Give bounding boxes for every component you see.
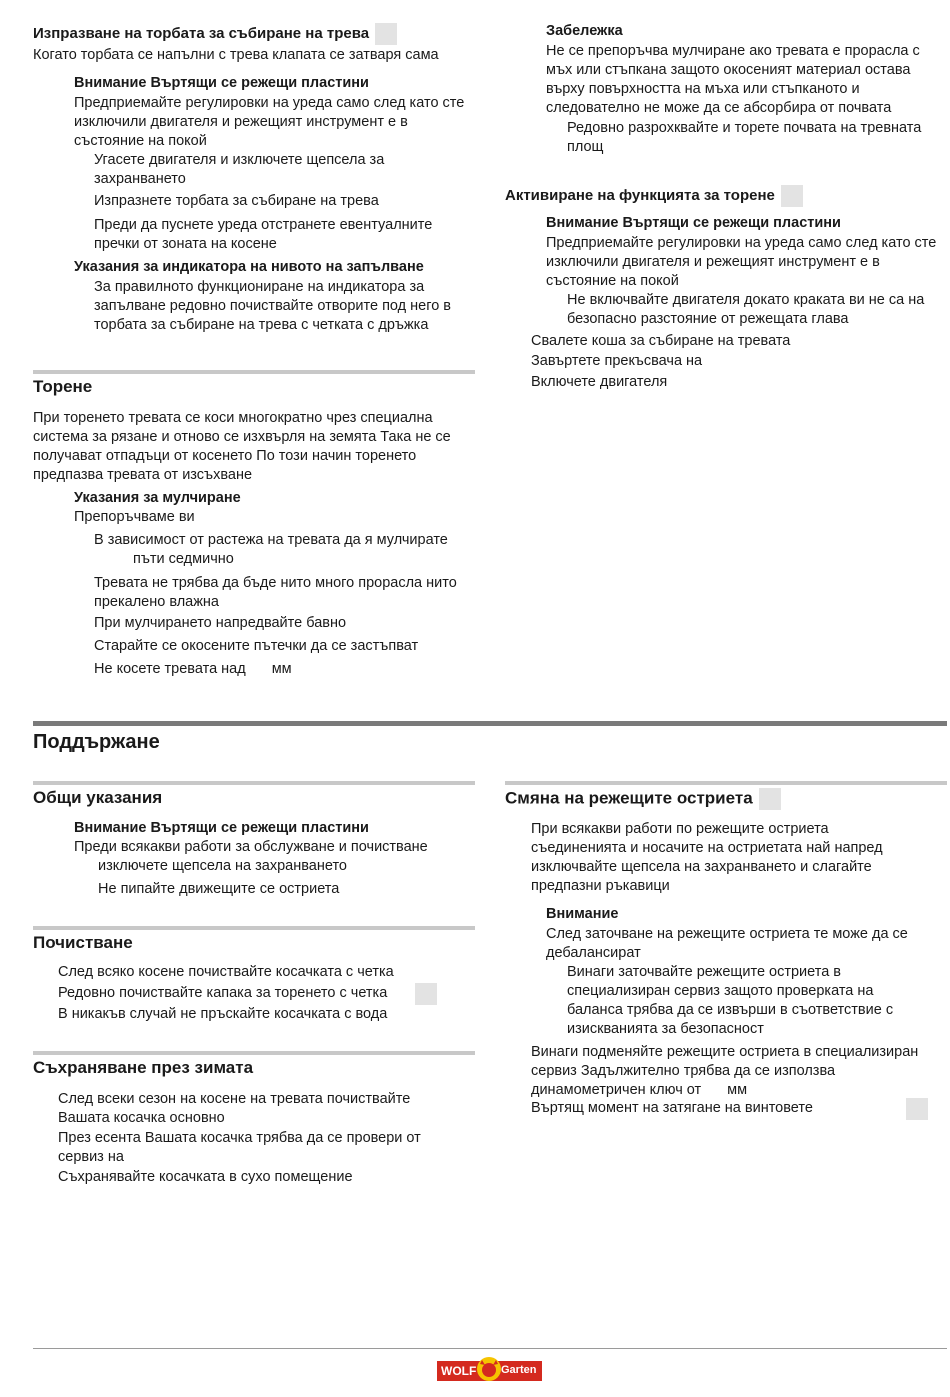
warning-text: Предприемайте регулировки на уреда само след като сте изключили двигателя и режещият инструмент е в състояние на покой — [546, 235, 937, 289]
mulch-tip: При мулчирането напредвайте бавно — [94, 615, 347, 631]
section-title-blades: Смяна на режещите остриета — [505, 788, 781, 810]
section-divider — [33, 1051, 475, 1055]
step-item: Угасете двигателя и изключете щепсела за захранването — [94, 152, 385, 187]
section-title-general: Общи указания — [33, 788, 163, 807]
cleaning-step: След всяко косене почиствайте косачката с четка — [58, 964, 394, 980]
warning-text: Преди всякакви работи за обслужване и почистване — [74, 839, 428, 855]
winter-step: Съхранявайте косачката в сухо помещение — [58, 1169, 353, 1185]
mulch-tip-cont: пъти седмично — [133, 551, 234, 567]
warning-title: Внимание Въртящи се режещи пластини — [546, 215, 841, 231]
footer-rule — [33, 1348, 947, 1349]
figure-ref-box — [759, 788, 781, 810]
figure-ref-box — [415, 983, 437, 1005]
warning-title: Внимание Въртящи се режещи пластини — [74, 820, 369, 836]
cleaning-step: Редовно почиствайте капака за торенето с четка — [58, 985, 388, 1001]
bag-intro: Когато торбата се напълни с трева клапата се затваря сама — [33, 47, 439, 63]
step-item: Изпразнете торбата за събиране на трева — [94, 193, 379, 209]
section-divider — [33, 781, 475, 785]
cleaning-step: В никакъв случай не пръскайте косачката с вода — [58, 1006, 388, 1022]
step-item: Преди да пуснете уреда отстранете евентуалните пречки от зоната на косене — [94, 217, 433, 252]
mulch-tip: Тревата не трябва да бъде нито много прорасла нито прекалено влажна — [94, 575, 457, 610]
chapter-divider — [33, 721, 947, 726]
note-title: Забележка — [546, 23, 623, 39]
warning-text-cont: изключете щепсела на захранването — [98, 858, 347, 874]
winter-step: След всеки сезон на косене на тревата почиствайте Вашата косачка основно — [58, 1091, 411, 1126]
warning-step: Винаги заточвайте режещите остриета в специализиран сервиз защото проверката на баланса трябва да се извърши в съответствие с изискванията за безопасност — [567, 964, 894, 1037]
warning-step: Не пипайте движещите се остриета — [98, 881, 340, 897]
section-title-cleaning: Почистване — [33, 933, 133, 952]
warning-step: Не включвайте двигателя докато краката ви не са на безопасно разстояние от режещата глава — [567, 292, 925, 327]
warning-title: Внимание Въртящи се режещи пластини — [74, 75, 369, 91]
logo-text-right: Garten — [501, 1364, 537, 1376]
wolf-garten-logo — [437, 1355, 542, 1385]
warning-title: Внимание — [546, 906, 619, 922]
blades-intro: При всякакви работи по режещите остриета съединенията и носачите на остриетата най напред изключвайте щепсела на захранването и слагайте предпазни ръкавици — [531, 821, 883, 894]
indicator-title: Указания за индикатора на нивото на запълване — [74, 259, 424, 275]
mulch-tip: В зависимост от растежа на тревата да я мулчирате — [94, 532, 448, 548]
activate-step: Завъртете прекъсвача на — [531, 353, 703, 369]
section-title-mulch: Торене — [33, 377, 93, 396]
blades-torque: Въртящ момент на затягане на винтовете — [531, 1100, 813, 1116]
mulch-tips-title: Указания за мулчиране — [74, 490, 241, 506]
section-title-winter: Съхраняване през зимата — [33, 1058, 254, 1077]
figure-ref-box — [781, 185, 803, 207]
mulch-tips-lead: Препоръчваме ви — [74, 509, 195, 525]
figure-ref-box — [906, 1098, 928, 1120]
chapter-title: Поддържане — [33, 731, 160, 753]
activate-step: Включете двигателя — [531, 374, 668, 390]
winter-step: През есента Вашата косачка трябва да се провери от сервиз на — [58, 1130, 421, 1165]
indicator-text: За правилното функциониране на индикатора за запълване редовно почиствайте отворите под него в торбата за събиране на трева с четката с дръжка — [94, 279, 451, 333]
section-title-activate: Активиране на функцията за торене — [505, 185, 803, 207]
section-divider — [33, 370, 475, 374]
mulch-tip: Старайте се окосените пътечки да се застъпват — [94, 638, 419, 654]
activate-step: Свалете коша за събиране на тревата — [531, 333, 791, 349]
note-text: Не се препоръчва мулчиране ако тревата е прорасла с мъх или стъпкана защото окосеният материал остава върху повърхността на мъха или стъпканото и следователно не може да се абсорбира от почвата — [546, 43, 920, 116]
warning-text: Предприемайте регулировки на уреда само след като сте изключили двигателя и режещият инструмент е в състояние на покой — [74, 95, 465, 149]
note-step: Редовно разрохквайте и торете почвата на тревната площ — [567, 120, 922, 155]
section-divider — [505, 781, 947, 785]
warning-text: След заточване на режещите остриета те може да се дебалансират — [546, 926, 908, 961]
figure-ref-box — [375, 23, 397, 45]
section-divider — [33, 926, 475, 930]
mulch-tip: Не косете тревата над мм — [94, 661, 292, 677]
mulch-intro: При торенето тревата се коси многократно чрез специална система за рязане и отново се изхвърля на земята Така не се получават отпадъци от косенето По този начин торенето предпазва тревата от изсъхване — [33, 410, 451, 483]
logo-text-left: WOLF — [441, 1364, 477, 1378]
blades-replace: Винаги подменяйте режещите остриета в специализиран сервиз Задължително трябва да се използва динамометричен ключ от мм — [531, 1044, 919, 1098]
section-title-empty-bag: Изпразване на торбата за събиране на трева — [33, 23, 397, 45]
